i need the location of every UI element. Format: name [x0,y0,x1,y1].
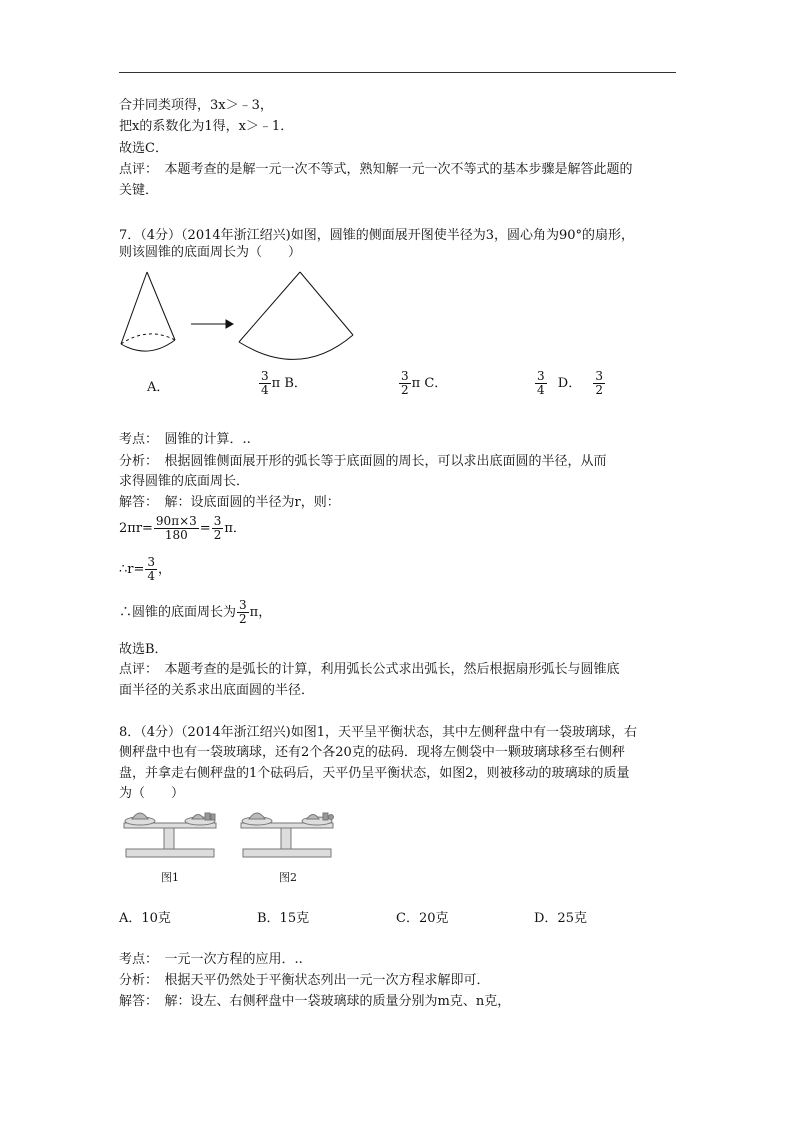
q6-comment: 点评： 本题考查的是解一元一次不等式，熟知解一元一次不等式的基本步骤是解答此题的 [119,162,633,177]
q7-option-d: $\frac{3}{4}$ D． $\frac{3}{2}$ [537,369,603,397]
q6-line-2: 把x的系数化为1得，x＞﹣1． [119,119,294,134]
q6-line-1: 合并同类项得，3x＞﹣3， [119,98,273,113]
sector-drawing [239,272,353,359]
q7-fenxi-1: 分析： 根据圆锥侧面展开形的弧长等于底面圆的周长，可以求出底面圆的半径，从而 [119,454,607,469]
q8-jieda: 解答： 解：设左、右侧秤盘中一袋玻璃球的质量分别为m克、n克， [119,994,511,1009]
arrow-icon [191,320,233,328]
balance-figure-2 [235,805,340,860]
figure-2-caption: 图2 [279,871,297,884]
q8-stem-2: 侧秤盘中也有一袋玻璃球，还有2个各20克的砝码．现将左侧袋中一颗玻璃球移至右侧秤 [119,745,625,760]
cone-figure [115,268,365,368]
q6-comment-2: 关键． [119,183,159,198]
q7-fenxi-2: 求得圆锥的底面周长． [119,474,250,489]
q7-kaodian: 考点： 圆锥的计算．.. [119,432,251,447]
q8-stem-4: 为（ ） [119,786,185,801]
q8-option-a: A．10克 [119,911,171,926]
q8-option-d: D．25克 [534,911,587,926]
q7-equation-3: ∴圆锥的底面周长为 $\frac{3}{2}$ π， [119,598,272,626]
q8-stem-3: 盘，并拿走右侧秤盘的1个砝码后，天平仍呈平衡状态，如图2，则被移动的玻璃球的质量 [119,766,630,781]
header-rule [119,72,676,73]
figure-1-caption: 图1 [161,871,179,884]
q7-equation-2: ∴r= $\frac{3}{4}$ ， [119,555,172,583]
q7-comment-1: 点评： 本题考查的是弧长的计算，利用弧长公式求出弧长，然后根据扇形弧长与圆锥底 [119,662,620,677]
q8-stem-1: 8．（4分）（2014年浙江绍兴)如图1，天平呈平衡状态，其中左侧秤盘中有一袋玻璃球，右 [119,725,637,740]
q8-kaodian: 考点： 一元一次方程的应用．.. [119,952,303,967]
q7-stem-1: 7．（4分）（2014年浙江绍兴)如图，圆锥的侧面展开图使半径为3，圆心角为90°的扇形， [119,228,635,243]
balance-figure-1 [118,805,223,860]
q7-jieda: 解答： 解：设底面圆的半径为r，则： [119,495,340,510]
cone-drawing [121,272,175,351]
q7-answer: 故选B． [119,642,168,657]
q8-fenxi: 分析： 根据天平仍然处于平衡状态列出一元一次方程求解即可． [119,973,490,988]
q6-answer: 故选C． [119,141,168,156]
q7-option-c: $\frac{3}{2}$ π C． [401,369,448,397]
q8-option-b: B．15克 [257,911,310,926]
q7-equation-1: 2πr= $\frac{90\pi\times 3}{180}$ = $\frac{3}{2}$ π． [119,514,246,542]
q7-stem-2: 则该圆锥的底面周长为（ ） [119,245,302,260]
q8-option-c: C．20克 [396,911,449,926]
q7-comment-2: 面半径的关系求出底面圆的半径． [119,683,315,698]
q7-option-b: $\frac{3}{4}$ π B． [261,369,307,397]
q7-option-a: A． [147,380,170,395]
